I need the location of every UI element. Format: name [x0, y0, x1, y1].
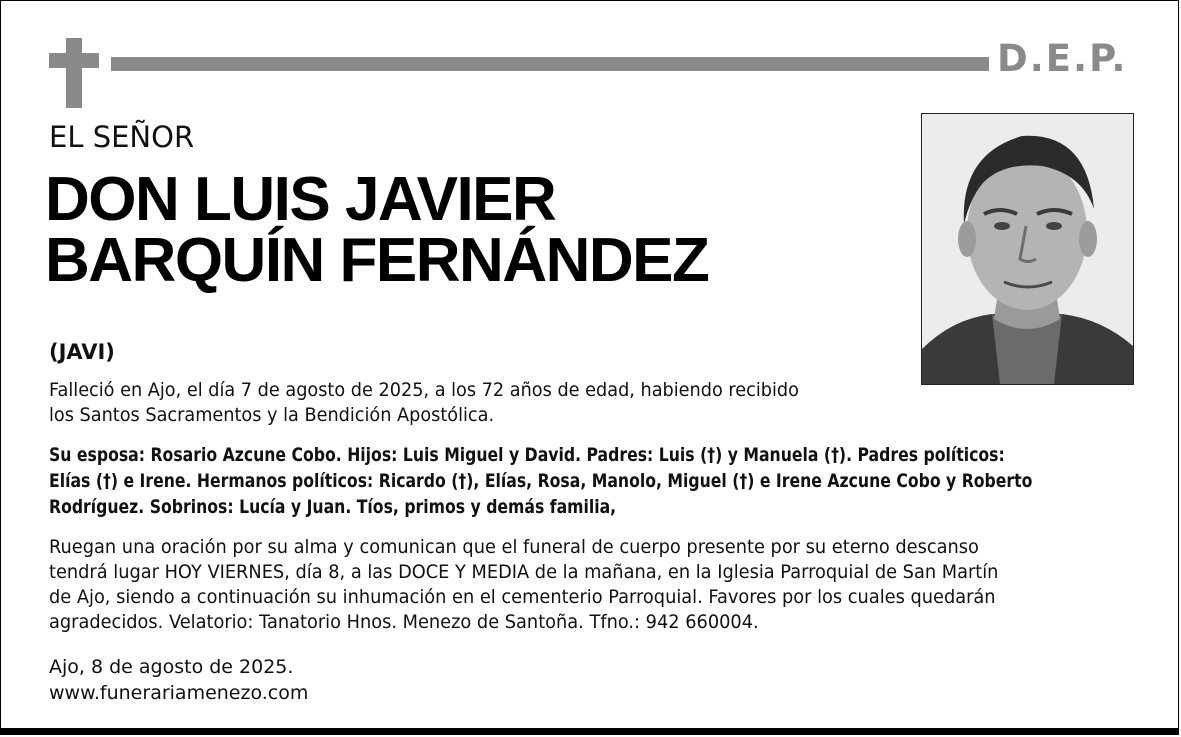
family-line-3: Rodríguez. Sobrinos: Lucía y Juan. Tíos, primos y demás familia,: [49, 496, 617, 518]
family-line-2: Elías (†) e Irene. Hermanos políticos: Ricardo (†), Elías, Rosa, Manolo, Miguel (†) e Irene Azcune Cobo y Roberto: [49, 470, 1033, 492]
place-date: Ajo, 8 de agosto de 2025.: [49, 656, 294, 678]
nickname: (JAVI): [49, 340, 115, 364]
funeral-line-2: tendrá lugar HOY VIERNES, día 8, a las DOCE Y MEDIA de la mañana, en la Iglesia Parroquial de San Martín: [49, 561, 999, 583]
death-notice: [49, 378, 855, 428]
funeral-line-4: agradecidos. Velatorio: Tanatorio Hnos. Menezo de Santoña. Tfno.: 942 660004.: [49, 611, 759, 633]
funeral-line-1: Ruegan una oración por su alma y comunican que el funeral de cuerpo presente por su eterno descanso: [49, 536, 979, 558]
header-rule: [111, 57, 989, 71]
funeral-line-3: de Ajo, siendo a continuación su inhumación en el cementerio Parroquial. Favores por los cuales quedarán: [49, 586, 996, 608]
dep-label: D.E.P.: [997, 37, 1128, 80]
title-prefix: EL SEÑOR: [49, 120, 195, 154]
website-link[interactable]: www.funerariamenezo.com: [49, 682, 309, 704]
family-paragraph: [49, 442, 1181, 520]
deceased-portrait: [921, 113, 1134, 385]
bottom-border: [1, 728, 1178, 734]
deceased-name: [45, 165, 709, 295]
death-line-2: los Santos Sacramentos y la Bendición Apostólica.: [49, 404, 495, 426]
funeral-paragraph: [49, 535, 1064, 635]
name-line-2: BARQUÍN FERNÁNDEZ: [45, 226, 709, 295]
family-line-1: Su esposa: Rosario Azcune Cobo. Hijos: Luis Miguel y David. Padres: Luis (†) y Manuela (†). Padres políticos:: [49, 444, 1005, 466]
name-line-1: DON LUIS JAVIER: [45, 165, 556, 234]
death-line-1: Falleció en Ajo, el día 7 de agosto de 2025, a los 72 años de edad, habiendo recibido: [49, 379, 799, 401]
